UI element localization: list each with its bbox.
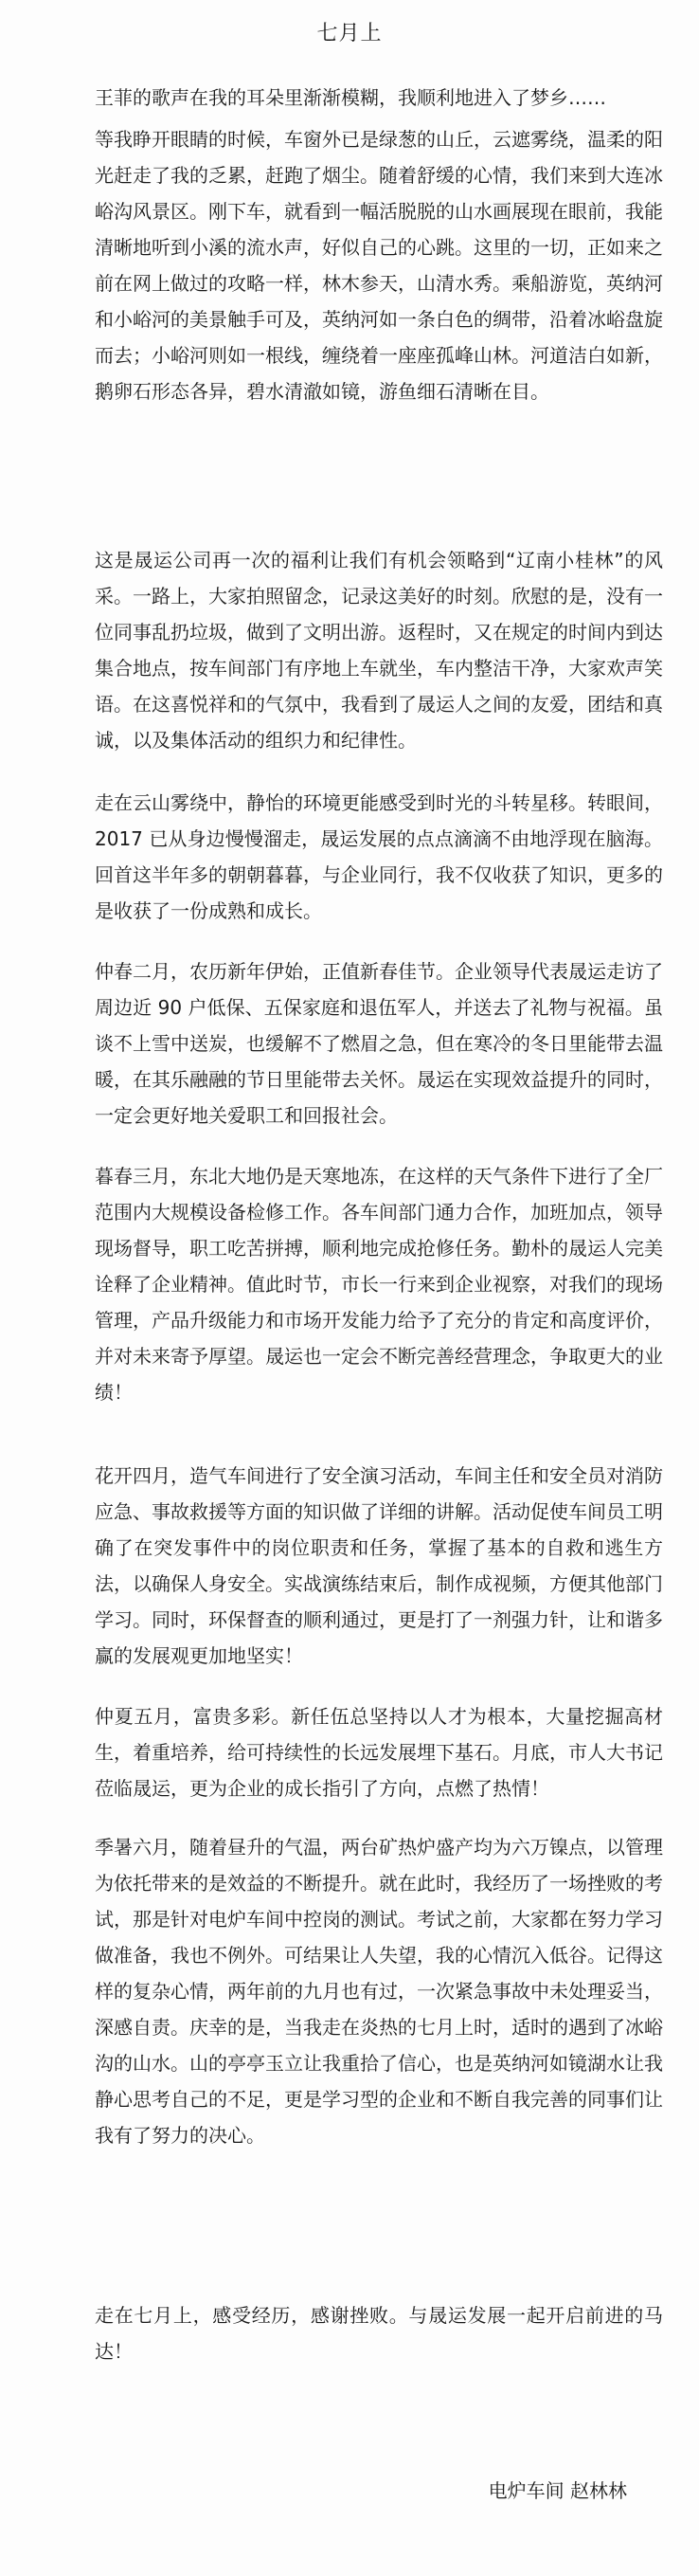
paragraph-company-trip: 这是晟运公司再一次的福利让我们有机会领略到“辽南小桂林”的风采。一路上，大家拍照留念，记录这美好的时刻。欣慰的是，没有一位同事乱扔垃圾，做到了文明出游。返程时，又在规定的时间内到达集合地点，按车间部门有序地上车就坐，车内整洁干净，大家欢声笑语。在这喜悦祥和的气氛中，我看到了晟运人之间的友爱，团结和真诚，以及集体活动的组织力和纪律性。 — [95, 549, 663, 752]
paragraph-closing: 走在七月上，感受经历，感谢挫败。与晟运发展一起开启前进的马达！ — [95, 2304, 663, 2363]
paragraph-may: 仲夏五月，富贵多彩。新任伍总坚持以人才为根本，大量挖掘高材生，着重培养，给可持续性的长远发展埋下基石。月底，市人大书记莅临晟运，更为企业的成长指引了方向，点燃了热情！ — [95, 1705, 663, 1800]
document-title: 七月上 — [316, 22, 383, 45]
paragraph-june: 季暑六月，随着昼升的气温，两台矿热炉盛产均为六万镍点，以管理为依托带来的是效益的不断提升。就在此时，我经历了一场挫败的考试，那是针对电炉车间中控岗的测试。考试之前，大家都在努力学习做准备，我也不例外。可结果让人失望，我的心情沉入低谷。记得这样的复杂心情，两年前的九月也有过，一次紧急事故中未处理妥当，深感自责。庆幸的是，当我走在炎热的七月上时，适时的遇到了冰峪沟的山水。山的亭亭玉立让我重拾了信心，也是英纳河如镜湖水让我静心思考自己的不足，更是学习型的企业和不断自我完善的同事们让我有了努力的决心。 — [95, 1836, 663, 2147]
paragraph-intro: 王菲的歌声在我的耳朵里渐渐模糊，我顺利地进入了梦乡…… — [95, 86, 606, 109]
paragraph-scenery: 等我睁开眼睛的时候，车窗外已是绿葱的山丘，云遮雾绕，温柔的阳光赶走了我的乏累，赶跑了烟尘。随着舒缓的心情，我们来到大连冰峪沟风景区。刚下车，就看到一幅活脱脱的山水画展现在眼前，我能清晰地听到小溪的流水声，好似自己的心跳。这里的一切，正如来之前在网上做过的攻略一样，林木参天，山清水秀。乘船游览，英纳河和小峪河的美景触手可及，英纳河如一条白色的绸带，沿着冰峪盘旋而去；小峪河则如一根线，缠绕着一座座孤峰山林。河道洁白如新，鹅卵石形态各异，碧水清澈如镜，游鱼细石清晰在目。 — [95, 128, 663, 403]
paragraph-february: 仲春二月，农历新年伊始，正值新春佳节。企业领导代表晟运走访了周边近 90 户低保、五保家庭和退伍军人，并送去了礼物与祝福。虽谈不上雪中送炭，也缓解不了燃眉之急，但在寒冷的冬日里能带去温暖，在其乐融融的节日里能带去关怀。晟运在实现效益提升的同时，一定会更好地关爱职工和回报社会。 — [95, 960, 663, 1127]
paragraph-march: 暮春三月，东北大地仍是天寒地冻，在这样的天气条件下进行了全厂范围内大规模设备检修工作。各车间部门通力合作，加班加点，领导现场督导，职工吃苦拼搏，顺利地完成抢修任务。勤朴的晟运人完美诠释了企业精神。值此时节，市长一行来到企业视察，对我们的现场管理，产品升级能力和市场开发能力给予了充分的肯定和高度评价，并对未来寄予厚望。晟运也一定会不断完善经营理念，争取更大的业绩！ — [95, 1165, 663, 1404]
signature: 电炉车间 赵林林 — [488, 2479, 627, 2502]
paragraph-reflection: 走在云山雾绕中，静怡的环境更能感受到时光的斗转星移。转眼间，2017 已从身边慢慢溜走，晟运发展的点点滴滴不由地浮现在脑海。回首这半年多的朝朝暮暮，与企业同行，我不仅收获了知识，更多的是收获了一份成熟和成长。 — [95, 791, 663, 922]
paragraph-april: 花开四月，造气车间进行了安全演习活动，车间主任和安全员对消防应急、事故救援等方面的知识做了详细的讲解。活动促使车间员工明确了在突发事件中的岗位职责和任务，掌握了基本的自救和逃生方法，以确保人身安全。实战演练结束后，制作成视频，方便其他部门学习。同时，环保督查的顺利通过，更是打了一剂强力针，让和谐多赢的发展观更加地坚实！ — [95, 1464, 663, 1667]
